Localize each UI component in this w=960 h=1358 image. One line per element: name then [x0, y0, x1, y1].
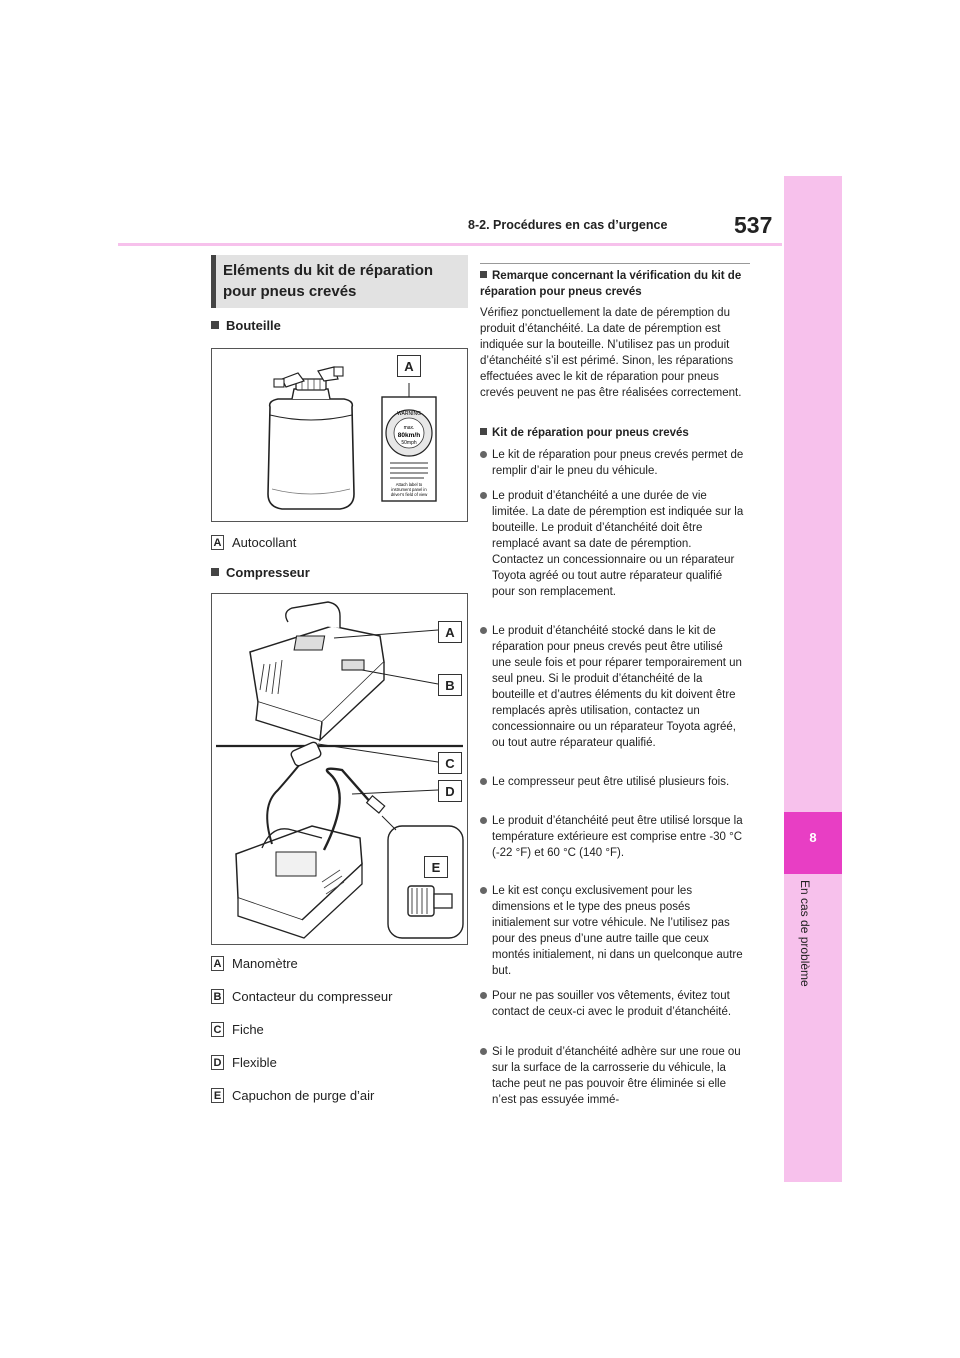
sticker-warning: WARNING [397, 411, 421, 417]
note-rule [480, 263, 750, 264]
callout-e: E [424, 856, 448, 878]
legend-label-box: E [211, 1088, 224, 1103]
legend-label-box: C [211, 1022, 224, 1037]
list-item: Le produit d’étanchéité a une durée de vie limitée. La date de péremption est indiquée sur la bouteille. Le produit d’étanchéité doit être remplacé avant sa date de péremption. Contactez un concessionnaire ou un réparateur Toyota agréé ou tout autre réparateur qualifié pour son remplacement. [480, 488, 745, 600]
bullet-dot-icon [480, 887, 487, 894]
bullet-dot-icon [480, 778, 487, 785]
callout-b: B [438, 674, 462, 696]
page-number: 537 [734, 212, 773, 238]
bullet-dot-icon [480, 992, 487, 999]
compressor-figure [211, 593, 468, 945]
header-section-title: 8-2. Procédures en cas d’urgence [468, 218, 668, 232]
list-item: Le produit d’étanchéité stocké dans le kit de réparation pour pneus crevés peut être utilisé une seule fois et pour réparer temporairement un seul pneu. Si le produit d’étanchéité de la bouteille et d’autres éléments du kit doivent être remplacés après utilisation, contactez un concessionnaire ou un réparateur Toyota agréé, ou tout autre réparateur qualifié. [480, 623, 745, 751]
compressor-heading: Compresseur [211, 565, 310, 580]
legend-row [211, 956, 461, 974]
legend-text: Manomètre [232, 956, 298, 971]
sticker-attach-3: driver’s field of view [390, 492, 428, 497]
sticker-attach-1: Attach label to [395, 482, 423, 487]
bullet-dot-icon [480, 627, 487, 634]
callout-a: A [397, 355, 421, 377]
chapter-number: 8 [809, 830, 817, 845]
bottle-figure [211, 348, 468, 522]
note2-title: Kit de réparation pour pneus crevés [480, 425, 752, 441]
legend-label-box: A [211, 956, 224, 971]
legend-text: Fiche [232, 1022, 264, 1037]
list-item: Le compresseur peut être utilisé plusieurs fois. [480, 774, 745, 790]
legend-text: Capuchon de purge d’air [232, 1088, 375, 1103]
square-bullet-icon [211, 321, 219, 329]
bullet-dot-icon [480, 817, 487, 824]
callout-d: D [438, 780, 462, 802]
note1-body: Vérifiez ponctuellement la date de péremption du produit d’étanchéité. La date de péremption est indiquée sur la bouteille. N’utilisez pas un produit d’étanchéité s’il est périmé. Sinon, les réparations effectuées avec le kit de réparation pour pneus crevés peuvent ne pas être réalisées correctement. [480, 307, 742, 399]
legend-label-box: D [211, 1055, 224, 1070]
legend-label-box: A [211, 535, 224, 550]
chapter-title: En cas de problème [798, 880, 812, 987]
legend-row [211, 535, 461, 553]
legend-row [211, 989, 461, 1007]
sticker-attach-2: instrument panel in [391, 487, 427, 492]
list-item: Le kit de réparation pour pneus crevés permet de remplir d’air le pneu du véhicule. [480, 447, 745, 479]
square-bullet-icon [480, 428, 487, 435]
list-item: Le kit est conçu exclusivement pour les dimensions et le type des pneus posés initialement sur votre véhicule. Ne l’utilisez pas pour des pneus d’une autre taille que ceux montés initialement, ni dans un quelconque autre but. [480, 883, 745, 979]
legend-label-box: B [211, 989, 224, 1004]
legend-text: Autocollant [232, 535, 297, 550]
callout-c: C [438, 752, 462, 774]
sticker-max: max. [403, 425, 415, 431]
bottle-heading: Bouteille [211, 318, 281, 333]
legend-row [211, 1055, 461, 1073]
bottle-illustration [212, 349, 467, 521]
callout-a: A [438, 621, 462, 643]
note1-title: Remarque concernant la vérification du kit de réparation pour pneus crevés [480, 270, 742, 298]
square-bullet-icon [480, 271, 487, 278]
list-item: Le produit d’étanchéité peut être utilisé lorsque la température extérieure est comprise entre -30 °C (-22 °F) et 60 °C (140 °F). [480, 813, 745, 861]
list-item: Si le produit d’étanchéité adhère sur une roue ou sur la surface de la carrosserie du véhicule, la tache peut ne pas pouvoir être éliminée si elle n’est pas essuyée immé- [480, 1044, 745, 1108]
legend-row [211, 1088, 461, 1106]
legend-text: Flexible [232, 1055, 277, 1070]
bullet-dot-icon [480, 492, 487, 499]
legend-text: Contacteur du compresseur [232, 989, 393, 1004]
square-bullet-icon [211, 568, 219, 576]
list-item: Pour ne pas souiller vos vêtements, évitez tout contact de ceux-ci avec le produit d’étanchéité. [480, 988, 745, 1020]
sticker-mph: 50mph [401, 440, 417, 446]
compressor-illustration [212, 594, 467, 944]
bullet-dot-icon [480, 1048, 487, 1055]
legend-row [211, 1022, 461, 1040]
section-title: Eléments du kit de réparation pour pneus crevés [223, 262, 434, 300]
sticker-kmh: 80km/h [397, 432, 421, 439]
header-rule [118, 243, 782, 246]
bullet-dot-icon [480, 451, 487, 458]
